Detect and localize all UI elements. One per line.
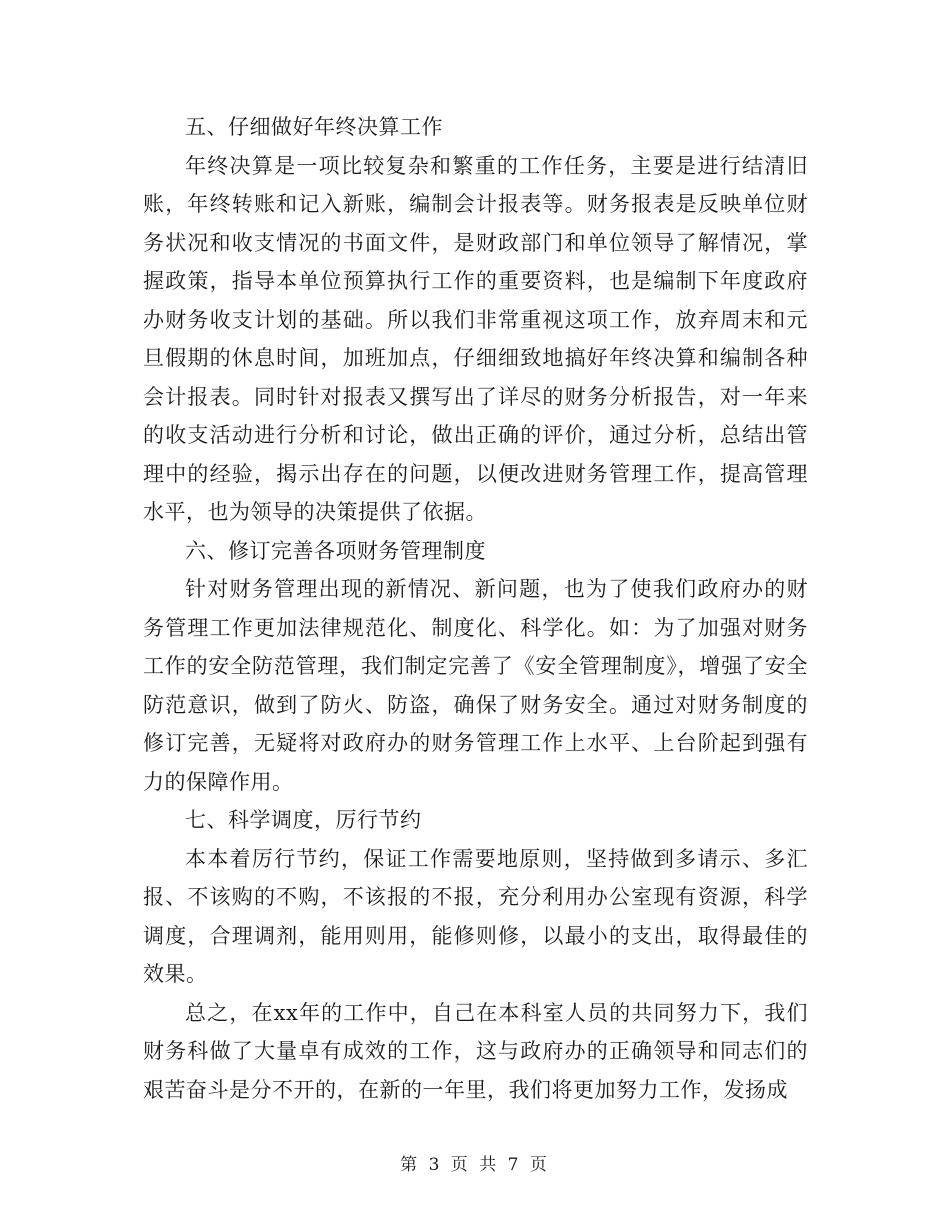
- document-body: [143, 108, 808, 1109]
- page-number-footer: 第 3 页 共 7 页: [400, 1155, 550, 1175]
- section-heading-7: 七、科学调度，厉行节约: [185, 808, 422, 832]
- section-body-7: 本本着厉行节约，保证工作需要地原则，坚持做到多请示、多汇报、不该购的不购，不该报的不报，充分利用办公室现有资源，科学调度，合理调剂，能用则用，能修则修，以最小的支出，取得最佳的效果。: [143, 846, 808, 986]
- section-body-5: 年终决算是一项比较复杂和繁重的工作任务，主要是进行结清旧账，年终转账和记入新账，编制会计报表等。财务报表是反映单位财务状况和收支情况的书面文件，是财政部门和单位领导了解情况，掌握政策，指导本单位预算执行工作的重要资料，也是编制下年度政府办财务收支计划的基础。所以我们非常重视这项工作，放弃周末和元旦假期的休息时间，加班加点，仔细细致地搞好年终决算和编制各种会计报表。同时针对报表又撰写出了详尽的财务分析报告，对一年来的收支活动进行分析和讨论，做出正确的评价，通过分析，总结出管理中的经验，揭示出存在的问题，以便改进财务管理工作，提高管理水平，也为领导的决策提供了依据。: [143, 153, 808, 524]
- section-heading-5: 五、仔细做好年终决算工作: [185, 115, 443, 139]
- section-body-6: 针对财务管理出现的新情况、新问题，也为了使我们政府办的财务管理工作更加法律规范化、制度化、科学化。如：为了加强对财务工作的安全防范管理，我们制定完善了《安全管理制度》，增强了安全防范意识，做到了防火、防盗，确保了财务安全。通过对财务制度的修订完善，无疑将对政府办的财务管理工作上水平、上台阶起到强有力的保障作用。: [143, 577, 808, 794]
- conclusion-paragraph: 总之，在xx年的工作中，自己在本科室人员的共同努力下，我们财务科做了大量卓有成效的工作，这与政府办的正确领导和同志们的艰苦奋斗是分不开的，在新的一年里，我们将更加努力工作，发扬成: [143, 1000, 808, 1102]
- section-heading-6: 六、修订完善各项财务管理制度: [185, 538, 486, 563]
